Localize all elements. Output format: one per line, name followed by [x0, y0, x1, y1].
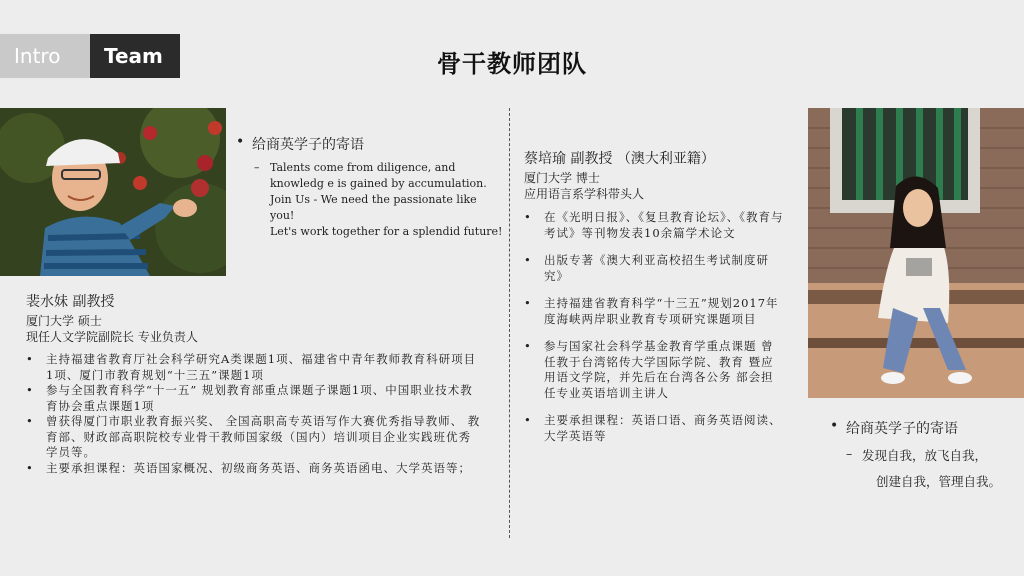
left-message: • 给商英学子的寄语 – Talents come from diligence, and knowledg e is gained by accumulation. Join Us - We need the passionate like you! Let's work together for a splendid future! [236, 134, 503, 238]
list-item: • 主持福建省教育厅社会科学研究A类课题1项、福建省中青年教师教育科研项目1项、厦门市教育规划“十三五”课题1项 [26, 352, 477, 382]
teacher-school: 厦门大学 硕士 [26, 314, 102, 328]
teacher-photo-pei [0, 108, 226, 276]
middle-achievement-list [524, 210, 786, 444]
right-message-line-1: 发现自我，放飞自我， [862, 448, 988, 463]
right-message: • 给商英学子的寄语 – 发现自我，放飞自我， 创建自我，管理自我。 [830, 418, 1020, 490]
teacher-info-cai [524, 148, 794, 202]
column-divider [509, 108, 510, 538]
left-message-line-3: Let's work together for a splendid future! [270, 225, 503, 238]
teacher-name: 蔡培瑜 副教授 （澳大利亚籍） [524, 151, 715, 167]
teacher-school: 厦门大学 博士 [524, 171, 600, 185]
list-item: • 曾获得厦门市职业教育振兴奖、 全国高职高专英语写作大赛优秀指导教师、 教育部、财政部高职院校专业骨干教师国家级（国内）培训项目企业实践班优秀学员等。 [26, 414, 481, 459]
teacher-role: 应用语言系学科带头人 [524, 187, 645, 201]
tab-team[interactable]: Team [90, 34, 180, 78]
left-message-line-2: Join Us - We need the passionate like you! [270, 193, 477, 222]
right-message-title: 给商英学子的寄语 [846, 421, 958, 437]
list-item: • 主要承担课程：英语国家概况、初级商务英语、商务英语函电、大学英语等； [26, 460, 471, 475]
teacher-role: 现任人文学院副院长 专业负责人 [26, 330, 198, 344]
teacher-photo-cai [808, 108, 1024, 398]
list-item: • 参与全国教育科学“十一五” 规划教育部重点课题子课题1项、中国职业技术教育协会重点课题1项 [26, 383, 473, 413]
right-message-line-2: 创建自我，管理自我。 [876, 474, 1002, 489]
list-item: • 出版专著《澳大利亚高校招生考试制度研究》 [524, 253, 769, 283]
teacher-name: 裴水妹 副教授 [26, 294, 115, 310]
list-item: • 主要承担课程：英语口语、商务英语阅读、大学英语等 [524, 413, 782, 443]
left-message-title: 给商英学子的寄语 [252, 137, 364, 153]
list-item: • 主持福建省教育科学“十三五”规划2017年度海峡两岸职业教育专项研究课题项目 [524, 296, 779, 326]
list-item: • 参与国家社会科学基金教育学重点课题 曾任教于台湾铭传大学国际学院、教育 暨应用语文学院，并先后在台湾各公务 部会担任专业英语培训主讲人 [524, 339, 774, 400]
bench-portrait-image [808, 108, 1024, 398]
teacher-info-pei [26, 291, 496, 345]
tab-intro[interactable]: Intro [0, 34, 90, 78]
left-achievement-list [26, 352, 482, 476]
left-message-line-1: Talents come from diligence, and knowledg e is gained by accumulation. [270, 161, 487, 190]
list-item: • 在《光明日报》、《复旦教育论坛》、《教育与考试》等刊物发表10余篇学术论文 [524, 210, 784, 240]
apple-tree-portrait-image [0, 108, 226, 276]
page-title: 骨干教师团队 [437, 50, 587, 78]
